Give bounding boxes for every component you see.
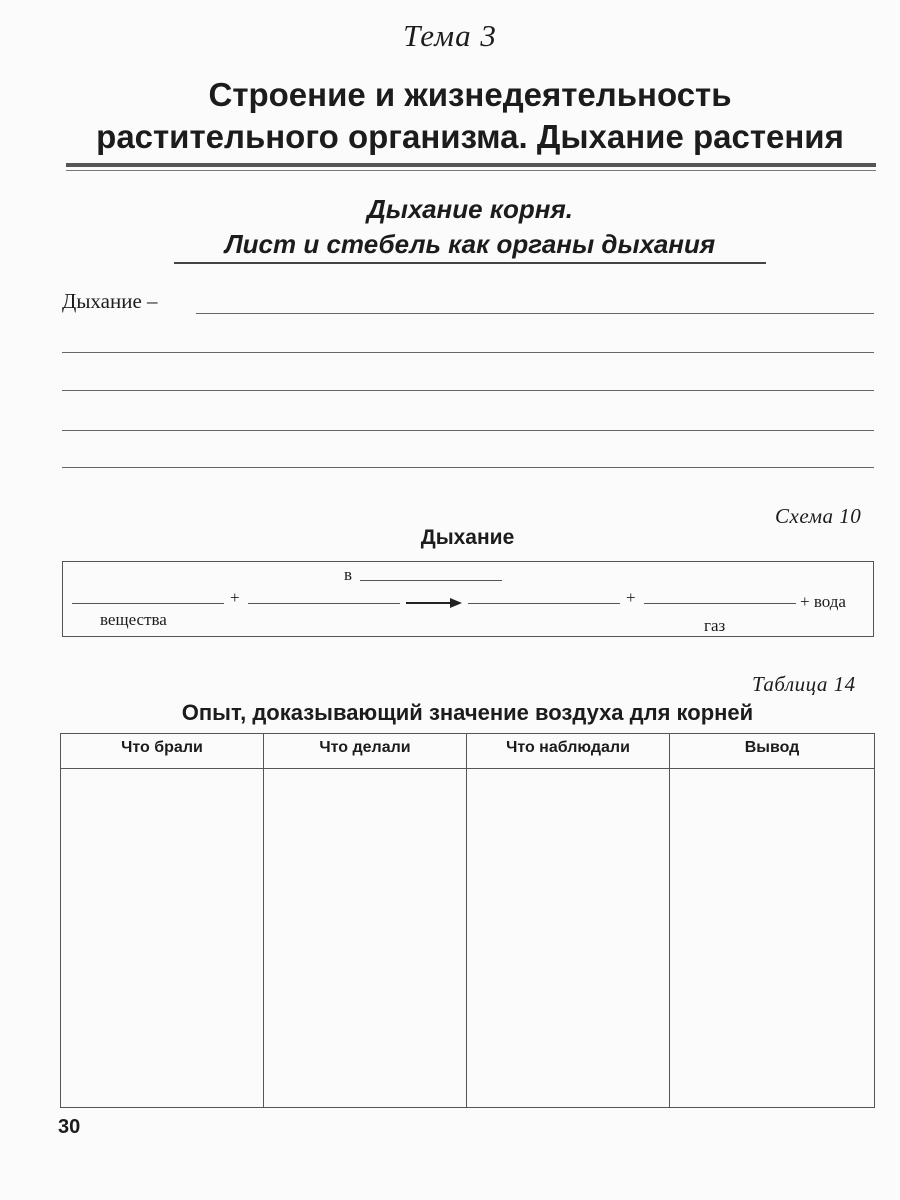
scheme-box (62, 561, 874, 637)
page-number: 30 (58, 1116, 81, 1138)
answer-line-4[interactable] (62, 430, 874, 431)
table-cell-conclusion[interactable] (670, 768, 874, 1107)
column-header-took: Что брали (61, 734, 264, 769)
experiment-table (60, 733, 875, 1108)
title-underline-thick (66, 163, 876, 167)
arrow-right-icon (404, 596, 464, 610)
scheme-blank-3[interactable] (468, 603, 620, 604)
scheme-caption: Схема 10 (775, 504, 862, 528)
table-caption: Таблица 14 (752, 672, 856, 696)
table-cell-observed[interactable] (467, 768, 670, 1107)
answer-line-5[interactable] (62, 467, 874, 468)
table-cell-did[interactable] (264, 768, 467, 1107)
table-cell-took[interactable] (61, 768, 264, 1107)
page-title-line-1: Строение и жизнедеятельность (208, 76, 732, 113)
answer-line-3[interactable] (62, 390, 874, 391)
section-subtitle-line-1: Дыхание корня. (366, 194, 573, 224)
column-header-observed: Что наблюдали (467, 734, 670, 769)
title-underline-thin (66, 170, 876, 171)
scheme-water-label: + вода (800, 592, 846, 611)
answer-line-2[interactable] (62, 352, 874, 353)
table-title: Опыт, доказывающий значение воздуха для корней (181, 700, 754, 725)
scheme-plus-1: + (230, 588, 240, 607)
scheme-in-label: в (344, 565, 353, 584)
definition-label: Дыхание – (62, 289, 158, 313)
column-header-did: Что делали (264, 734, 467, 769)
section-subtitle-line-2: Лист и стебель как органы дыхания (224, 229, 716, 259)
scheme-title: Дыхание (420, 526, 515, 549)
page-title-line-2: растительного организма. Дыхание растения (96, 118, 844, 155)
answer-line-1[interactable] (196, 313, 874, 314)
column-header-conclusion: Вывод (670, 734, 874, 769)
scheme-plus-2: + (626, 588, 636, 607)
scheme-blank-4[interactable] (644, 603, 796, 604)
scheme-blank-location[interactable] (360, 580, 502, 581)
scheme-blank-2[interactable] (248, 603, 400, 604)
scheme-gas-label: газ (704, 616, 726, 635)
subtitle-underline (174, 262, 766, 264)
scheme-substances-label: вещества (100, 610, 167, 629)
scheme-blank-1[interactable] (72, 603, 224, 604)
topic-heading: Тема 3 (403, 18, 497, 53)
